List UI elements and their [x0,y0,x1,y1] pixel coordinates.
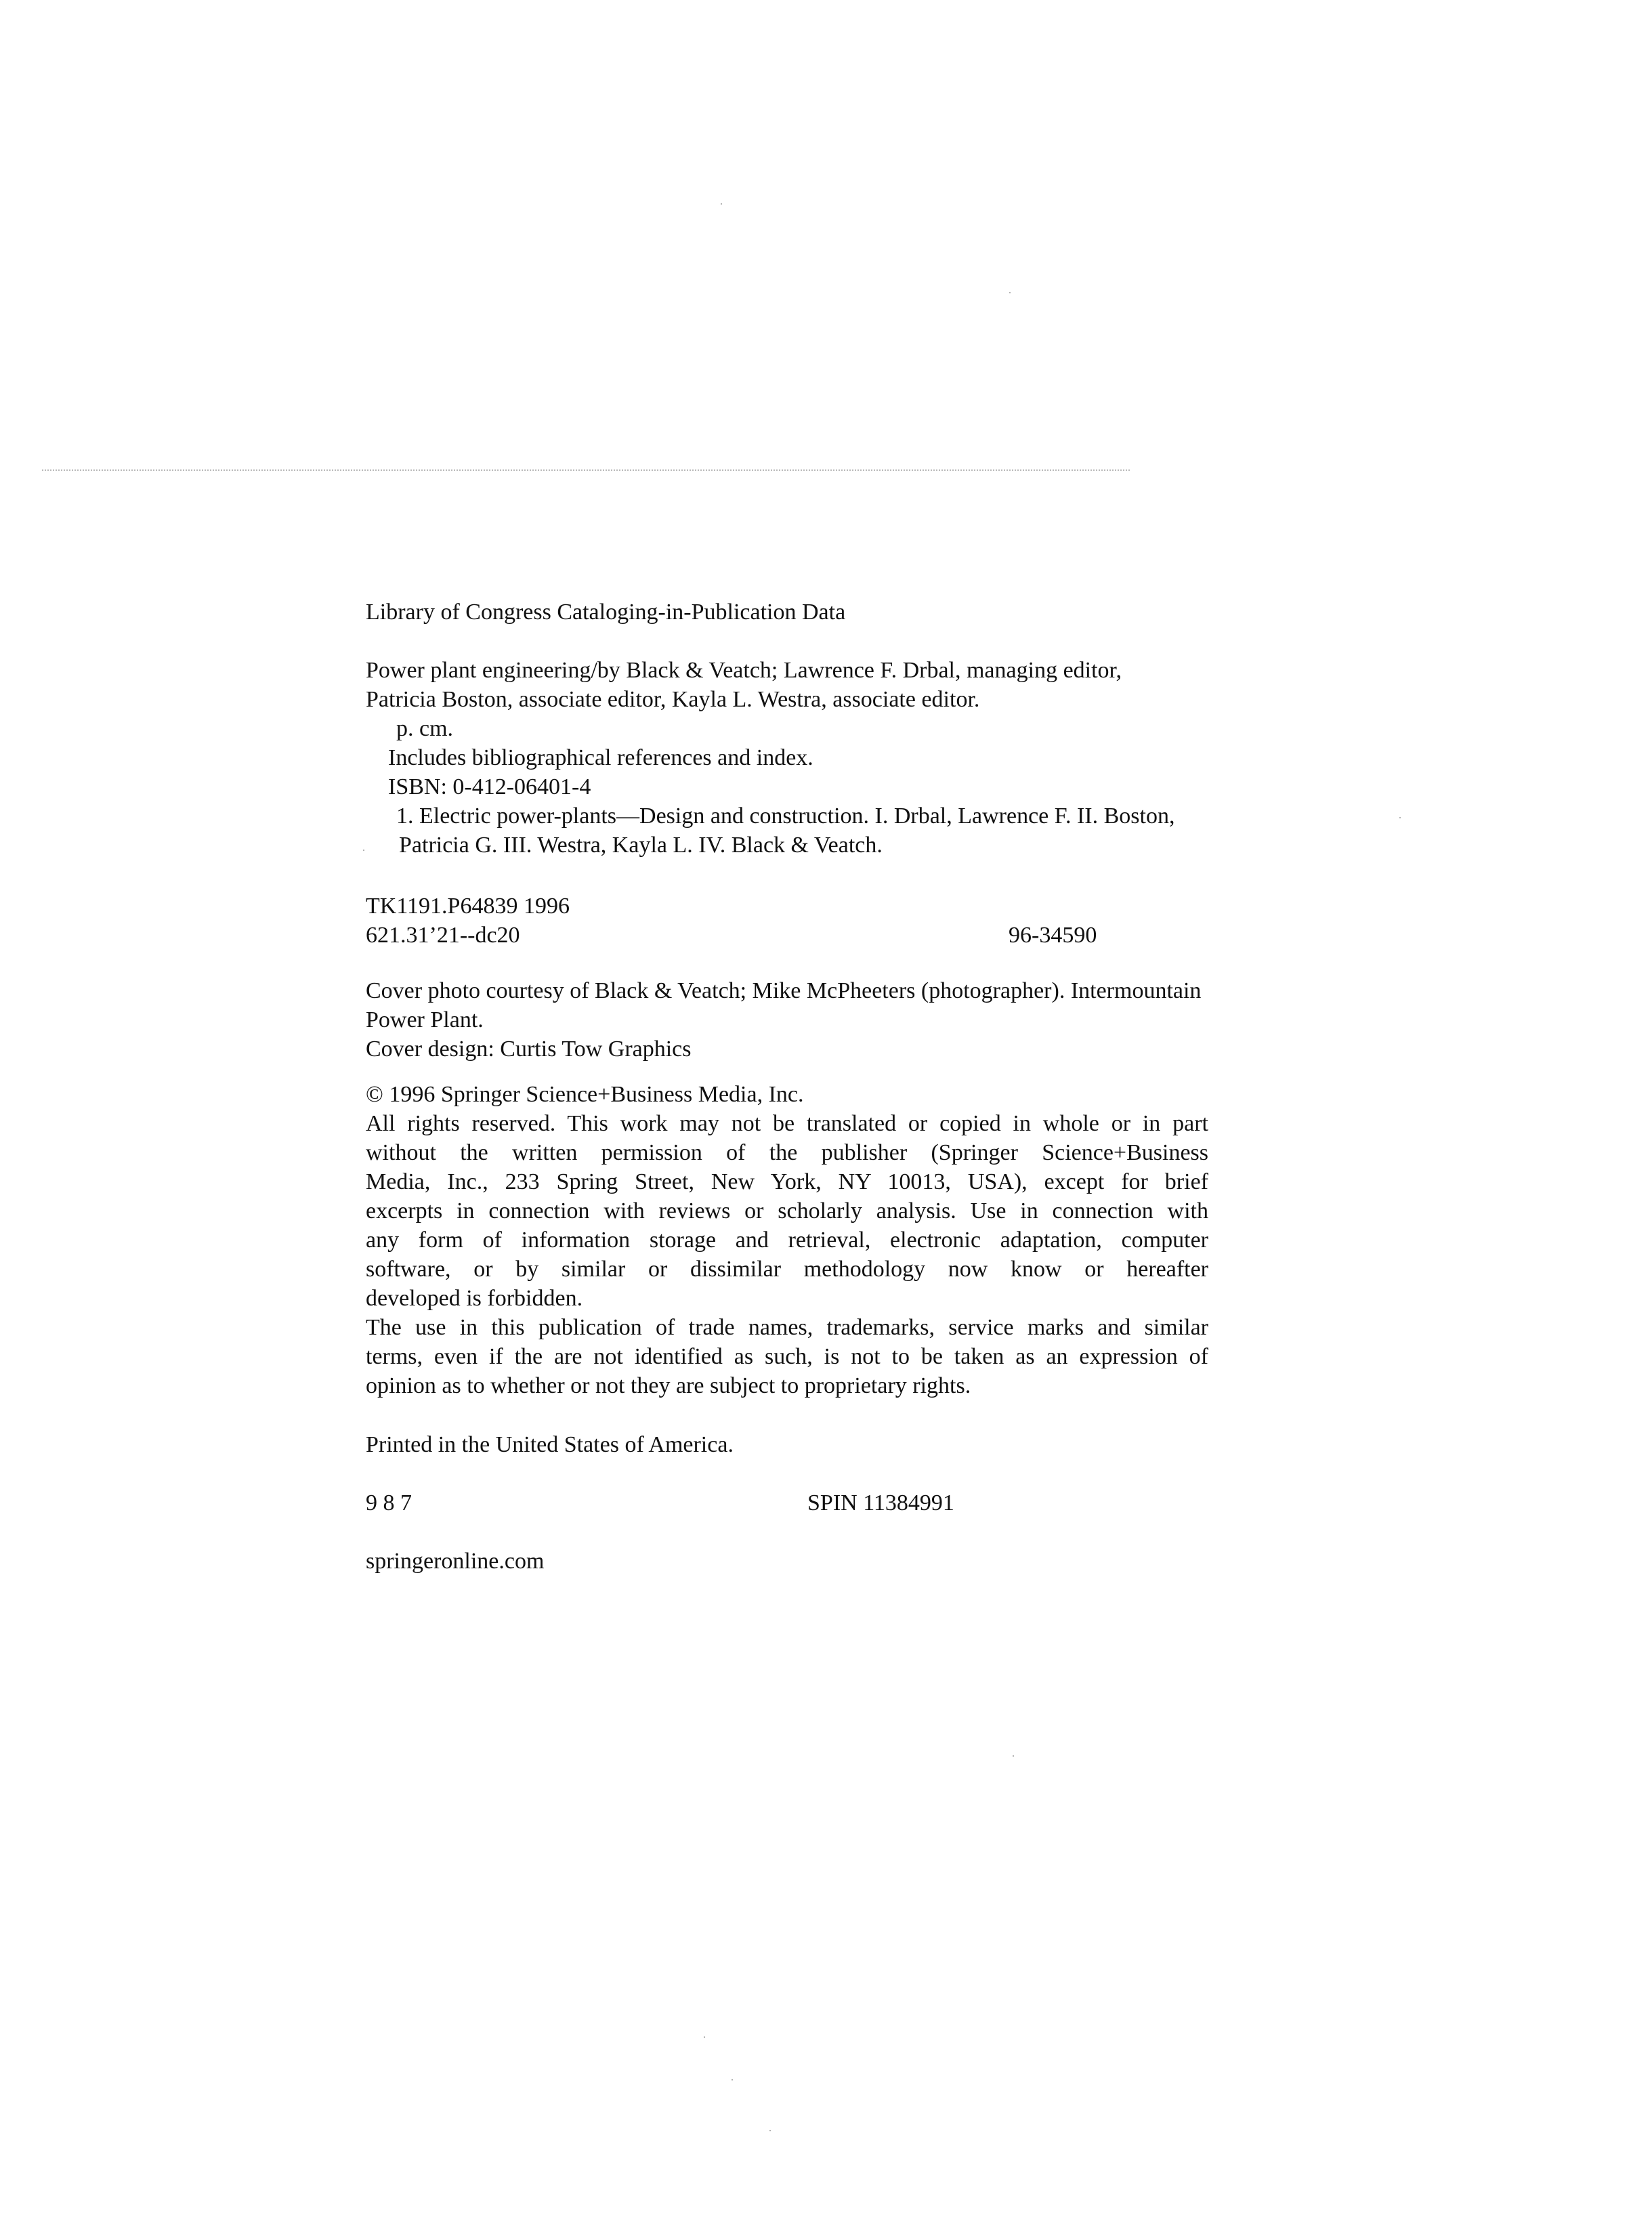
rights-line: any form of information storage and retrieval, electronic adaptation, computer [366,1228,1208,1253]
cip-title-line: Power plant engineering/by Black & Veatch; Lawrence F. Drbal, managing editor, [366,658,1122,683]
publisher-website: springeronline.com [366,1549,545,1574]
scan-speck [363,850,364,851]
cover-design-credit: Cover design: Curtis Tow Graphics [366,1037,692,1062]
cip-heading: Library of Congress Cataloging-in-Publication Data [366,600,846,625]
cip-pages: p. cm. [396,716,454,741]
cip-subjects-line: Patricia G. III. Westra, Kayla L. IV. Black & Veatch. [399,833,883,858]
dewey-classification: 621.31’21--dc20 [366,923,520,948]
scan-speck [732,2079,733,2080]
scan-speck [704,2036,705,2038]
rights-line: Media, Inc., 233 Spring Street, New York, NY 10013, USA), except for brief [366,1169,1208,1194]
spacer [366,1518,734,1547]
dewey-row [366,921,1097,950]
trademark-line: terms, even if the are not identified as such, is not to be taken as an expression of [366,1344,1208,1369]
print-line-row [366,1488,954,1518]
printing-block [366,1430,954,1576]
cip-notes: Includes bibliographical references and index. [388,745,813,770]
print-line-numbers: 9 8 7 [366,1490,412,1515]
cover-photo-credit: Power Plant. [366,1007,484,1032]
copyright-block [366,1080,1208,1400]
printed-in: Printed in the United States of America. [366,1432,734,1457]
rights-line: software, or by similar or dissimilar methodology now know or hereafter [366,1257,1208,1282]
scan-speck [769,2130,771,2131]
spacer [366,1459,734,1488]
cover-photo-credit: Cover photo courtesy of Black & Veatch; Mike McPheeters (photographer). Intermountain [366,978,1202,1003]
scan-rule-line [42,469,1130,471]
lccn-number: 96-34590 [1009,923,1097,948]
rights-line: without the written permission of the publisher (Springer Science+Business [366,1140,1208,1165]
scan-speck [721,203,722,205]
scan-speck [1399,817,1401,818]
copyright-notice: © 1996 Springer Science+Business Media, Inc. [366,1082,804,1107]
scan-speck [1009,292,1011,293]
cip-block [366,598,1174,860]
rights-line: All rights reserved. This work may not be translated or copied in whole or in part [366,1111,1208,1136]
trademark-line: The use in this publication of trade names, trademarks, service marks and similar [366,1315,1208,1340]
cip-isbn: ISBN: 0-412-06401-4 [388,774,591,799]
trademark-line: opinion as to whether or not they are subject to proprietary rights. [366,1373,971,1398]
lc-classification: TK1191.P64839 1996 [366,894,570,919]
cover-credits-block [366,976,1201,1064]
rights-line: developed is forbidden. [366,1286,583,1311]
spin-number: SPIN 11384991 [807,1490,954,1515]
rights-line: excerpts in connection with reviews or scholarly analysis. Use in connection with [366,1198,1208,1223]
spacer [366,627,1174,656]
scan-speck [1013,1755,1014,1757]
call-number-block [366,892,1097,950]
cip-subjects-line: 1. Electric power-plants—Design and construction. I. Drbal, Lawrence F. II. Boston, [396,803,1175,829]
cip-title-line: Patricia Boston, associate editor, Kayla L. Westra, associate editor. [366,687,980,712]
